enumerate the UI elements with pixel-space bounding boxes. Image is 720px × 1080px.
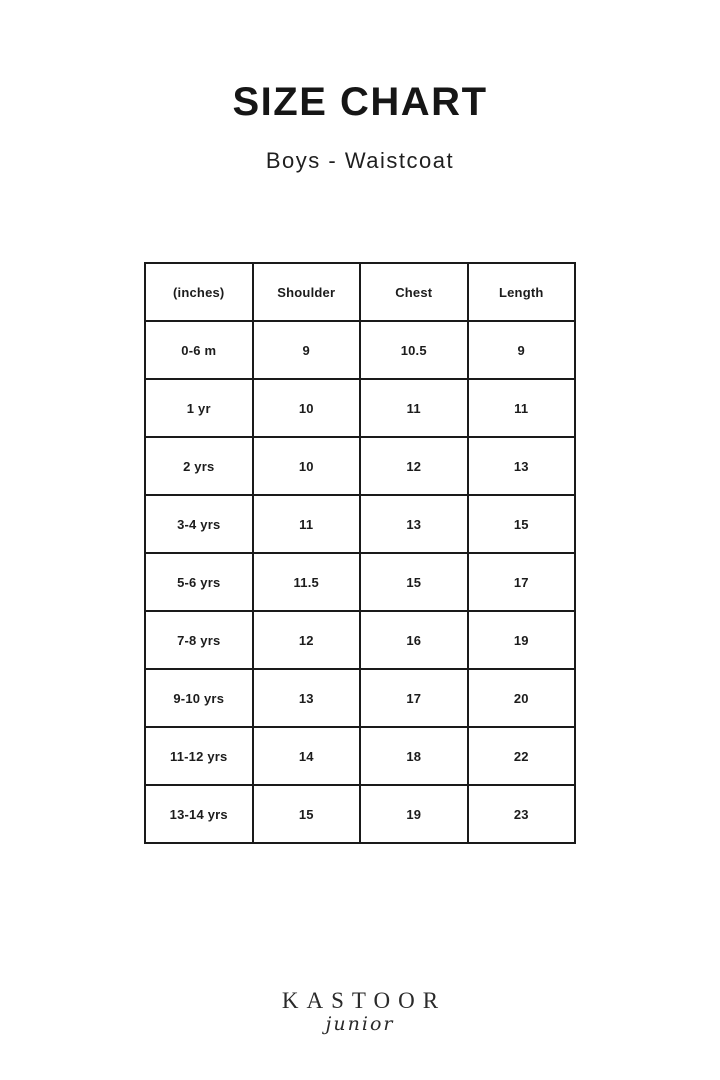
measurement-cell: 18 bbox=[360, 727, 468, 785]
measurement-cell: 10.5 bbox=[360, 321, 468, 379]
measurement-cell: 15 bbox=[253, 785, 361, 843]
measurement-cell: 13 bbox=[253, 669, 361, 727]
size-label-cell: 2 yrs bbox=[145, 437, 253, 495]
brand-logo-subtext: junior bbox=[325, 1013, 395, 1035]
measurement-cell: 14 bbox=[253, 727, 361, 785]
size-label-cell: 11-12 yrs bbox=[145, 727, 253, 785]
measurement-cell: 9 bbox=[468, 321, 576, 379]
measurement-cell: 12 bbox=[253, 611, 361, 669]
table-body bbox=[145, 321, 575, 843]
measurement-cell: 11 bbox=[360, 379, 468, 437]
size-label-cell: 5-6 yrs bbox=[145, 553, 253, 611]
table-row bbox=[145, 437, 575, 495]
table-row bbox=[145, 553, 575, 611]
table-row bbox=[145, 727, 575, 785]
measurement-cell: 10 bbox=[253, 379, 361, 437]
measurement-cell: 9 bbox=[253, 321, 361, 379]
measurement-cell: 13 bbox=[360, 495, 468, 553]
measurement-cell: 15 bbox=[360, 553, 468, 611]
measurement-cell: 17 bbox=[468, 553, 576, 611]
table-header-row bbox=[145, 263, 575, 321]
measurement-cell: 19 bbox=[468, 611, 576, 669]
size-label-cell: 13-14 yrs bbox=[145, 785, 253, 843]
measurement-cell: 15 bbox=[468, 495, 576, 553]
table-row bbox=[145, 669, 575, 727]
measurement-cell: 11 bbox=[468, 379, 576, 437]
page-subtitle: Boys - Waistcoat bbox=[265, 148, 455, 173]
measurement-cell: 11.5 bbox=[253, 553, 361, 611]
size-label-cell: 9-10 yrs bbox=[145, 669, 253, 727]
table-row bbox=[145, 785, 575, 843]
size-label-cell: 3-4 yrs bbox=[145, 495, 253, 553]
measurement-cell: 20 bbox=[468, 669, 576, 727]
table-row bbox=[145, 611, 575, 669]
measurement-cell: 22 bbox=[468, 727, 576, 785]
column-header: Shoulder bbox=[253, 263, 361, 321]
size-label-cell: 0-6 m bbox=[145, 321, 253, 379]
table-row bbox=[145, 495, 575, 553]
table-row bbox=[145, 321, 575, 379]
measurement-cell: 23 bbox=[468, 785, 576, 843]
size-label-cell: 1 yr bbox=[145, 379, 253, 437]
column-header: Chest bbox=[360, 263, 468, 321]
page-title: SIZE CHART bbox=[232, 80, 488, 124]
measurement-cell: 12 bbox=[360, 437, 468, 495]
brand-logo-text: KASTOOR bbox=[281, 988, 447, 1013]
measurement-cell: 13 bbox=[468, 437, 576, 495]
column-header: (inches) bbox=[145, 263, 253, 321]
size-chart-table bbox=[144, 262, 576, 844]
column-header: Length bbox=[468, 263, 576, 321]
table-row bbox=[145, 379, 575, 437]
measurement-cell: 16 bbox=[360, 611, 468, 669]
size-label-cell: 7-8 yrs bbox=[145, 611, 253, 669]
measurement-cell: 10 bbox=[253, 437, 361, 495]
measurement-cell: 19 bbox=[360, 785, 468, 843]
measurement-cell: 17 bbox=[360, 669, 468, 727]
measurement-cell: 11 bbox=[253, 495, 361, 553]
